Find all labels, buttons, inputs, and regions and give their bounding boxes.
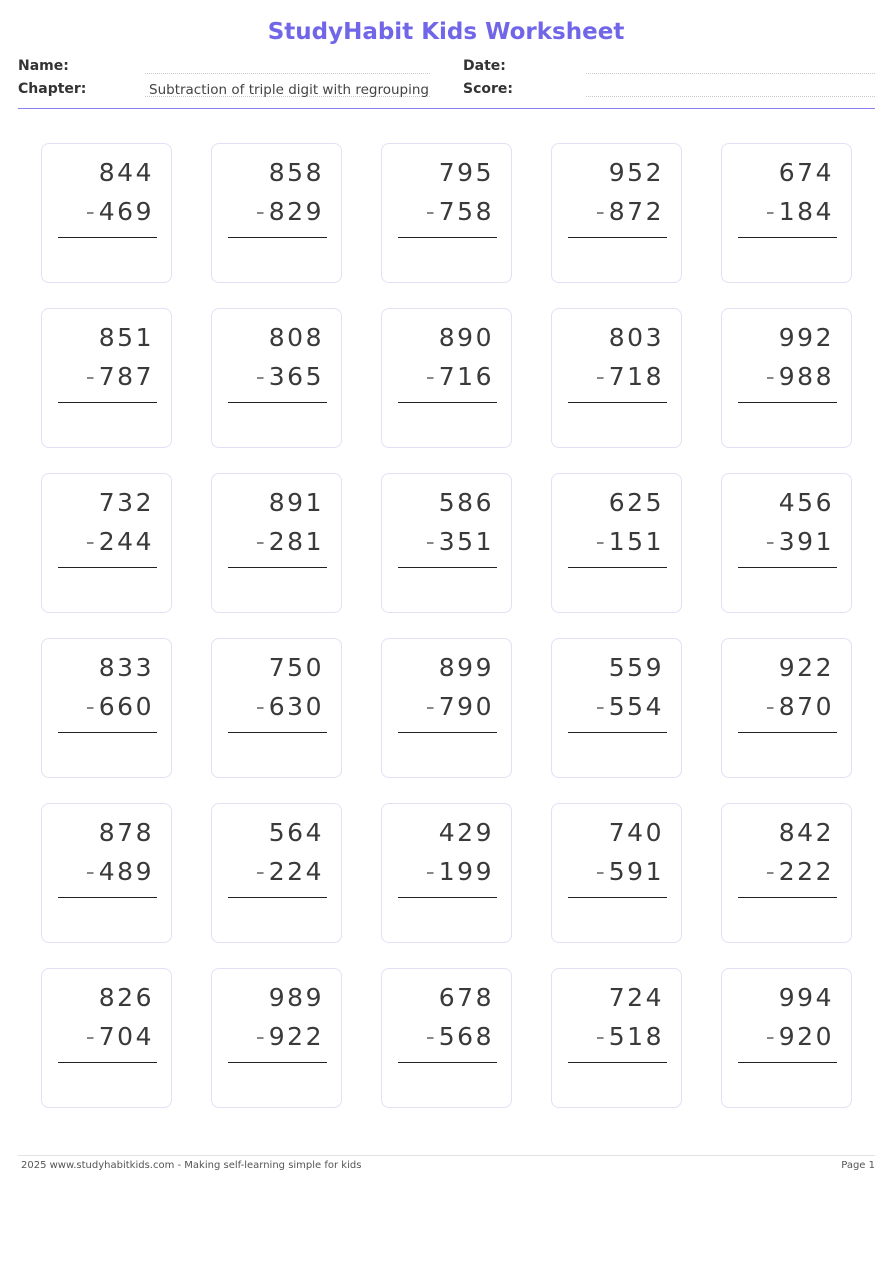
subtrahend: 391 (778, 527, 834, 556)
problem-card (381, 803, 512, 943)
minuend: 795 (438, 158, 494, 187)
subtrahend-row (596, 527, 664, 556)
answer-line[interactable] (228, 732, 327, 733)
minus-sign: - (425, 857, 435, 886)
problem-card (41, 803, 172, 943)
minus-sign: - (595, 857, 605, 886)
subtrahend-row (86, 527, 154, 556)
problem-card (211, 803, 342, 943)
minuend: 826 (98, 983, 154, 1012)
minuend: 842 (778, 818, 834, 847)
problem-card (211, 143, 342, 283)
minuend: 858 (268, 158, 324, 187)
subtrahend: 829 (268, 197, 324, 226)
problem-card (721, 638, 852, 778)
subtrahend: 716 (438, 362, 494, 391)
minus-sign: - (595, 197, 605, 226)
minuend: 803 (608, 323, 664, 352)
minus-sign: - (595, 362, 605, 391)
problem-card (721, 968, 852, 1108)
answer-line[interactable] (568, 897, 667, 898)
minus-sign: - (765, 197, 775, 226)
minuend: 878 (98, 818, 154, 847)
answer-line[interactable] (228, 237, 327, 238)
subtrahend-row (596, 857, 664, 886)
answer-line[interactable] (228, 402, 327, 403)
problem-card (211, 308, 342, 448)
answer-line[interactable] (58, 732, 157, 733)
minuend: 625 (608, 488, 664, 517)
minuend: 899 (438, 653, 494, 682)
answer-line[interactable] (738, 237, 837, 238)
minus-sign: - (595, 1022, 605, 1051)
answer-line[interactable] (738, 897, 837, 898)
answer-line[interactable] (568, 567, 667, 568)
subtrahend-row (86, 857, 154, 886)
answer-line[interactable] (398, 402, 497, 403)
score-label: Score: (463, 81, 513, 97)
subtrahend-row (256, 197, 324, 226)
chapter-value: Subtraction of triple digit with regrouping (149, 82, 429, 98)
minus-sign: - (255, 527, 265, 556)
answer-line[interactable] (398, 1062, 497, 1063)
answer-line[interactable] (568, 402, 667, 403)
subtrahend: 790 (438, 692, 494, 721)
answer-line[interactable] (398, 567, 497, 568)
problem-card (381, 308, 512, 448)
worksheet-title: StudyHabit Kids Worksheet (267, 19, 625, 45)
answer-line[interactable] (568, 732, 667, 733)
minuend: 724 (608, 983, 664, 1012)
chapter-field (145, 79, 430, 97)
subtrahend-row (596, 362, 664, 391)
minus-sign: - (425, 527, 435, 556)
problem-card (41, 473, 172, 613)
answer-line[interactable] (738, 567, 837, 568)
answer-line[interactable] (738, 1062, 837, 1063)
answer-line[interactable] (58, 1062, 157, 1063)
minuend: 429 (438, 818, 494, 847)
minuend: 890 (438, 323, 494, 352)
subtrahend-row (766, 692, 834, 721)
answer-line[interactable] (58, 897, 157, 898)
subtrahend: 920 (778, 1022, 834, 1051)
problem-card (551, 803, 682, 943)
problem-card (41, 308, 172, 448)
subtrahend-row (256, 857, 324, 886)
problem-card (551, 308, 682, 448)
footer-divider (18, 1155, 875, 1156)
problem-card (721, 803, 852, 943)
problem-card (41, 143, 172, 283)
subtrahend: 351 (438, 527, 494, 556)
minuend: 678 (438, 983, 494, 1012)
minuend: 564 (268, 818, 324, 847)
problem-card (381, 143, 512, 283)
answer-line[interactable] (738, 402, 837, 403)
answer-line[interactable] (228, 567, 327, 568)
problem-card (381, 473, 512, 613)
minus-sign: - (425, 1022, 435, 1051)
minus-sign: - (595, 527, 605, 556)
subtrahend-row (766, 1022, 834, 1051)
subtrahend: 787 (98, 362, 154, 391)
minuend: 994 (778, 983, 834, 1012)
subtrahend-row (256, 692, 324, 721)
subtrahend: 870 (778, 692, 834, 721)
problem-card (381, 638, 512, 778)
problem-card (211, 473, 342, 613)
score-field[interactable] (586, 79, 875, 97)
subtrahend: 718 (608, 362, 664, 391)
subtrahend: 922 (268, 1022, 324, 1051)
subtrahend-row (86, 1022, 154, 1051)
subtrahend: 591 (608, 857, 664, 886)
minuend: 586 (438, 488, 494, 517)
subtrahend-row (86, 362, 154, 391)
answer-line[interactable] (58, 237, 157, 238)
subtrahend: 704 (98, 1022, 154, 1051)
page-number: Page 1 (841, 1160, 875, 1171)
problem-card (551, 638, 682, 778)
subtrahend: 199 (438, 857, 494, 886)
answer-line[interactable] (738, 732, 837, 733)
minus-sign: - (255, 362, 265, 391)
minus-sign: - (425, 692, 435, 721)
minuend: 732 (98, 488, 154, 517)
minus-sign: - (85, 1022, 95, 1051)
subtrahend-row (426, 197, 494, 226)
answer-line[interactable] (398, 732, 497, 733)
subtrahend-row (86, 197, 154, 226)
subtrahend-row (426, 362, 494, 391)
minuend: 740 (608, 818, 664, 847)
minuend: 992 (778, 323, 834, 352)
subtrahend-row (596, 692, 664, 721)
subtrahend-row (766, 197, 834, 226)
answer-line[interactable] (228, 1062, 327, 1063)
subtrahend: 872 (608, 197, 664, 226)
minuend: 844 (98, 158, 154, 187)
subtrahend-row (256, 1022, 324, 1051)
minus-sign: - (425, 197, 435, 226)
subtrahend: 568 (438, 1022, 494, 1051)
minus-sign: - (255, 692, 265, 721)
subtrahend: 554 (608, 692, 664, 721)
minus-sign: - (85, 362, 95, 391)
minus-sign: - (255, 1022, 265, 1051)
subtrahend: 365 (268, 362, 324, 391)
problem-card (721, 473, 852, 613)
subtrahend: 660 (98, 692, 154, 721)
subtrahend: 758 (438, 197, 494, 226)
problem-card (551, 473, 682, 613)
minuend: 674 (778, 158, 834, 187)
subtrahend: 281 (268, 527, 324, 556)
info-row-name-date (18, 56, 875, 76)
problem-card (211, 968, 342, 1108)
chapter-label: Chapter: (18, 81, 87, 97)
subtrahend-row (426, 857, 494, 886)
subtrahend: 630 (268, 692, 324, 721)
subtrahend-row (596, 1022, 664, 1051)
minuend: 559 (608, 653, 664, 682)
minus-sign: - (765, 857, 775, 886)
minuend: 952 (608, 158, 664, 187)
answer-line[interactable] (568, 237, 667, 238)
problem-card (721, 143, 852, 283)
subtrahend-row (596, 197, 664, 226)
name-field[interactable] (145, 56, 430, 74)
problem-card (211, 638, 342, 778)
minus-sign: - (425, 362, 435, 391)
subtrahend: 244 (98, 527, 154, 556)
date-label: Date: (463, 58, 506, 74)
footer-credit: 2025 www.studyhabitkids.com - Making self-learning simple for kids (21, 1160, 362, 1171)
minus-sign: - (595, 692, 605, 721)
header-divider (18, 108, 875, 109)
problem-card (41, 638, 172, 778)
subtrahend-row (426, 692, 494, 721)
minuend: 891 (268, 488, 324, 517)
subtrahend: 224 (268, 857, 324, 886)
problem-card (551, 143, 682, 283)
problem-card (551, 968, 682, 1108)
minuend: 922 (778, 653, 834, 682)
answer-line[interactable] (398, 237, 497, 238)
subtrahend: 518 (608, 1022, 664, 1051)
subtrahend: 222 (778, 857, 834, 886)
minus-sign: - (85, 197, 95, 226)
answer-line[interactable] (58, 567, 157, 568)
subtrahend-row (256, 527, 324, 556)
subtrahend: 988 (778, 362, 834, 391)
minuend: 851 (98, 323, 154, 352)
minus-sign: - (765, 527, 775, 556)
minuend: 456 (778, 488, 834, 517)
minuend: 808 (268, 323, 324, 352)
subtrahend: 184 (778, 197, 834, 226)
subtrahend-row (426, 527, 494, 556)
minus-sign: - (765, 1022, 775, 1051)
problem-card (381, 968, 512, 1108)
minus-sign: - (85, 527, 95, 556)
minus-sign: - (255, 197, 265, 226)
problem-card (721, 308, 852, 448)
answer-line[interactable] (568, 1062, 667, 1063)
date-field[interactable] (586, 56, 875, 74)
subtrahend-row (766, 527, 834, 556)
answer-line[interactable] (398, 897, 497, 898)
subtrahend: 469 (98, 197, 154, 226)
subtrahend-row (256, 362, 324, 391)
minuend: 750 (268, 653, 324, 682)
minus-sign: - (765, 362, 775, 391)
name-label: Name: (18, 58, 69, 74)
subtrahend: 151 (608, 527, 664, 556)
minus-sign: - (85, 857, 95, 886)
answer-line[interactable] (228, 897, 327, 898)
minus-sign: - (765, 692, 775, 721)
minuend: 833 (98, 653, 154, 682)
minuend: 989 (268, 983, 324, 1012)
subtrahend-row (426, 1022, 494, 1051)
problem-card (41, 968, 172, 1108)
minus-sign: - (85, 692, 95, 721)
minus-sign: - (255, 857, 265, 886)
subtrahend-row (766, 362, 834, 391)
subtrahend: 489 (98, 857, 154, 886)
info-row-chapter-score (18, 79, 875, 99)
answer-line[interactable] (58, 402, 157, 403)
subtrahend-row (86, 692, 154, 721)
subtrahend-row (766, 857, 834, 886)
